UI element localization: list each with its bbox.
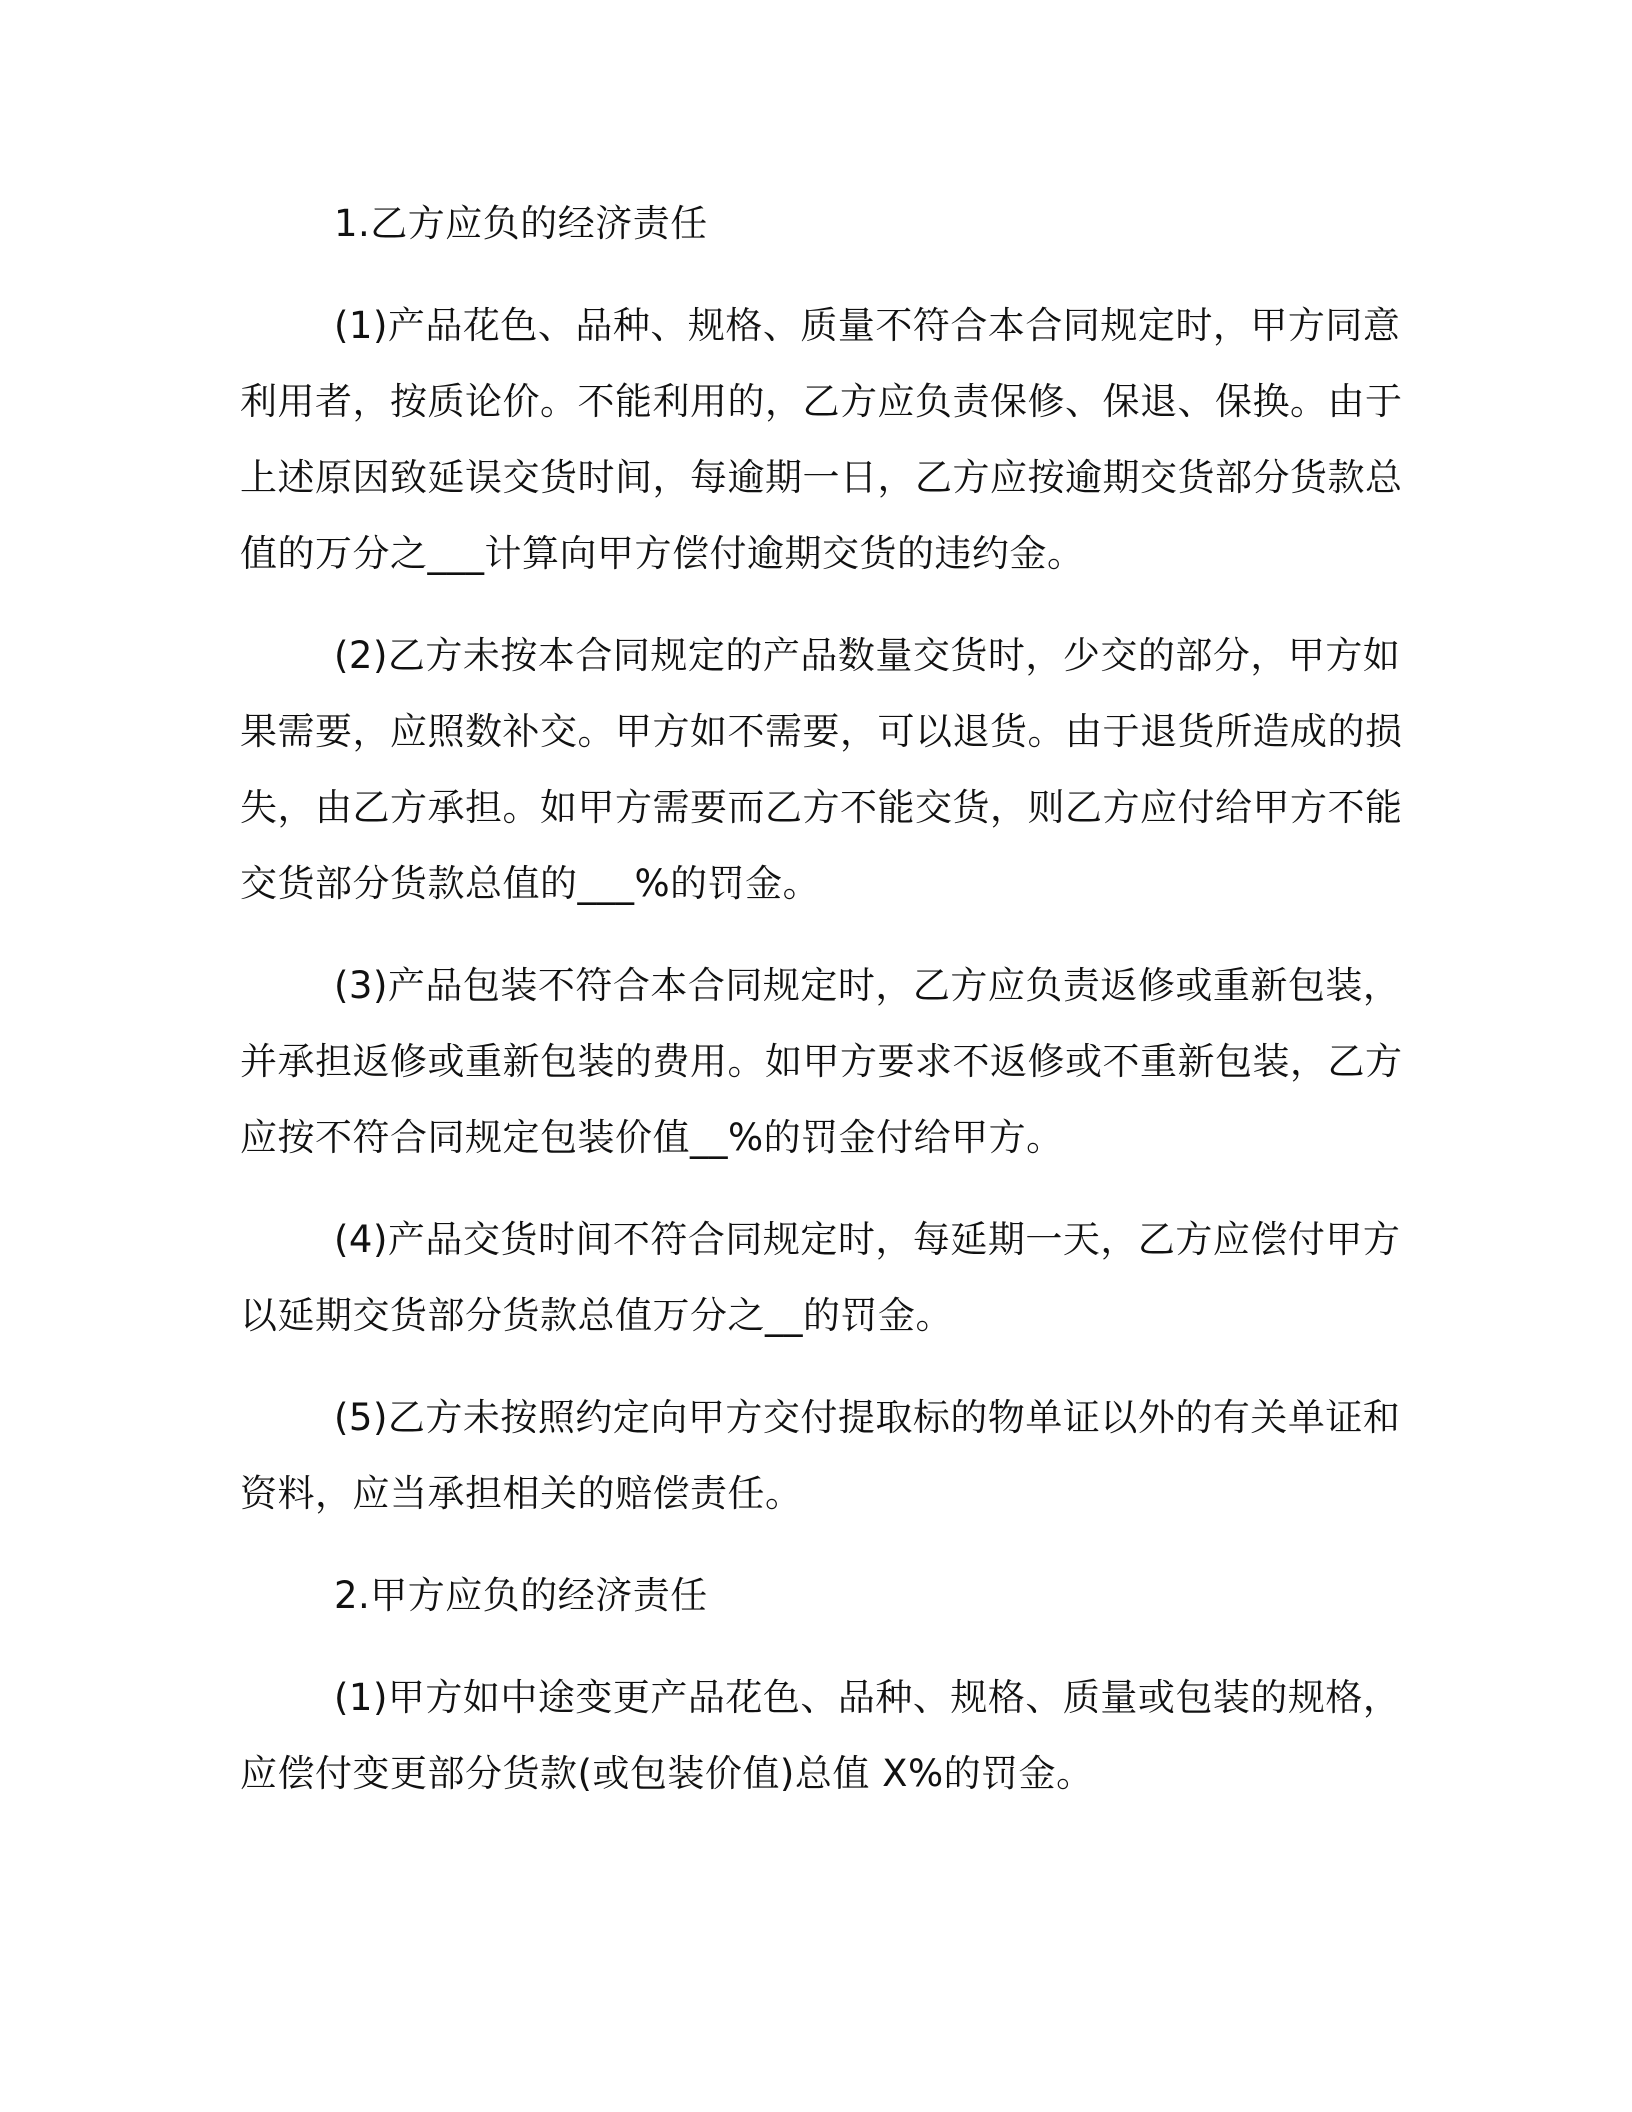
clause-1-5: (5)乙方未按照约定向甲方交付提取标的物单证以外的有关单证和资料，应当承担相关的赔偿责任。 xyxy=(240,1396,1401,1515)
section-heading-2: 2.甲方应负的经济责任 xyxy=(334,1574,708,1617)
clause-2-1: (1)甲方如中途变更产品花色、品种、规格、质量或包装的规格，应偿付变更部分货款(或包装价值)总值 X%的罚金。 xyxy=(240,1676,1401,1795)
section-heading-1: 1.乙方应负的经济责任 xyxy=(334,202,708,245)
clause-1-1: (1)产品花色、品种、规格、质量不符合本合同规定时，甲方同意利用者，按质论价。不能利用的，乙方应负责保修、保退、保换。由于上述原因致延误交货时间，每逾期一日，乙方应按逾期交货部分货款总值的万分之___计算向甲方偿付逾期交货的违约金。 xyxy=(240,304,1403,575)
clause-1-3: (3)产品包装不符合本合同规定时，乙方应负责返修或重新包装，并承担返修或重新包装的费用。如甲方要求不返修或不重新包装，乙方应按不符合同规定包装价值__%的罚金付给甲方。 xyxy=(240,964,1403,1159)
clause-1-2: (2)乙方未按本合同规定的产品数量交货时，少交的部分，甲方如果需要，应照数补交。甲方如不需要，可以退货。由于退货所造成的损失，由乙方承担。如甲方需要而乙方不能交货，则乙方应付给甲方不能交货部分货款总值的___%的罚金。 xyxy=(240,634,1403,905)
clause-1-4: (4)产品交货时间不符合同规定时，每延期一天，乙方应偿付甲方以延期交货部分货款总值万分之__的罚金。 xyxy=(240,1218,1401,1337)
document-body xyxy=(240,186,1405,1838)
